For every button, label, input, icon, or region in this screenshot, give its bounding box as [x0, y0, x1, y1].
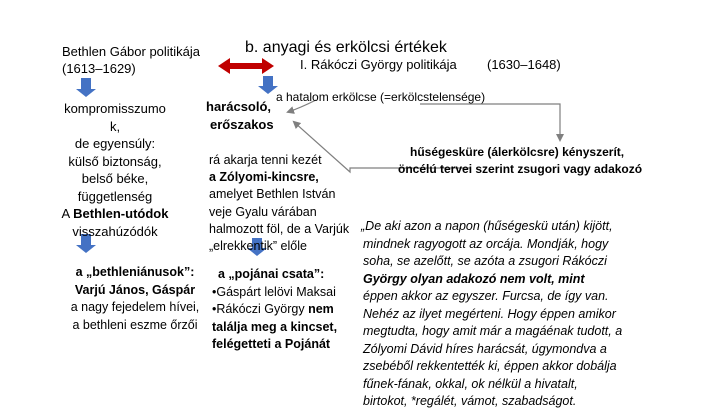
double-arrow-icon [218, 58, 274, 74]
down-arrow-right-top-icon [258, 76, 278, 94]
left-line-4: külső biztonság, [68, 153, 162, 169]
quote-block [361, 218, 622, 411]
power-line-2: erőszakos [210, 117, 274, 132]
left-line-6: függetlenség [77, 188, 153, 204]
bethlenians-block [55, 264, 215, 334]
middle-line-3: amelyet Bethlen István [209, 187, 336, 202]
right-years: (1630–1648) [487, 57, 561, 72]
middle-line-6: „elrekkentik” előle [209, 239, 307, 254]
pojana-block [212, 266, 337, 354]
pojana-line-2 [212, 301, 337, 319]
left-line-7-prefix: A [61, 206, 74, 221]
quote-line-4: György olyan adakozó nem volt, mint [363, 271, 585, 286]
left-line-3: de egyensúly: [74, 136, 156, 151]
left-line-1: kompromisszumo [64, 101, 166, 116]
bethlenians-line-1: Varjú János, Gáspár [74, 282, 196, 297]
quote-line-11: birtokot, *regálét, vámot, szabadságot. [363, 394, 577, 408]
quote-line-10: fűnek-fának, okkal, ok nélkül a hivatalt, [363, 376, 578, 391]
left-column [40, 100, 190, 240]
middle-line-1: rá akarja tenni kezét [209, 153, 322, 167]
left-years: (1613–1629) [62, 61, 136, 76]
middle-line-5: halmozott föl, de a Varjúk [209, 221, 350, 236]
quote-line-1: „De aki azon a napon (hűségeskü után) kijött, [361, 219, 613, 233]
quote-line-6: Nehéz az ilyet megérteni. Hogy éppen amikor [363, 306, 616, 321]
morality-label: a hatalom erkölcse (=erkölcstelensége) [276, 90, 486, 104]
bethlen-utodok: Bethlen-utódok [73, 206, 169, 221]
pojana-line-2-prefix: •Rákóczi György [212, 302, 309, 316]
left-title: Bethlen Gábor politikája [62, 44, 201, 59]
pojana-nem: nem [308, 302, 334, 316]
down-arrow-left-top-icon [76, 78, 96, 97]
quote-line-3: soha, se azelőtt, se azóta a zsugori Rákóczi [363, 254, 607, 268]
quote-line-2: mindnek ragyogott az orcája. Mondják, hogy [363, 236, 609, 251]
left-line-7 [40, 205, 190, 223]
middle-text [209, 152, 349, 255]
quote-line-5: éppen akkor az egyszer. Furcsa, de így van. [363, 289, 609, 303]
middle-line-2: a Zólyomi-kincsre, [209, 170, 319, 185]
pojana-line-1: •Gáspárt lelövi Maksai [212, 284, 336, 299]
quote-line-8: Zólyomi Dávid híres harácsát, úgymondva a [363, 341, 607, 356]
pojana-line-4: felégetteti a Pojánát [212, 337, 331, 351]
left-line-5: belső béke, [81, 171, 149, 186]
right-title: I. Rákóczi György politikája [300, 57, 457, 72]
oath-line-2: öncélú tervei szerint zsugori vagy adakozó [398, 162, 643, 176]
left-line-2: k, [109, 118, 121, 134]
left-line-8: visszahúzódók [72, 223, 158, 239]
bethlenians-line-3: a bethleni eszme őrzői [72, 317, 198, 332]
quote-line-7: megtudta, hogy amit már a magáénak tudott, a [363, 324, 623, 338]
middle-line-4: veje Gyalu várában [209, 204, 317, 219]
power-line-1: harácsoló, [206, 99, 272, 114]
quote-line-9: zsebéből rekkentették ki, éppen akkor dobálja [363, 359, 617, 373]
center-title: b. anyagi és erkölcsi értékek [245, 39, 447, 56]
bethlenians-line-2: a nagy fejedelem hívei, [70, 300, 200, 314]
oath-line-1: hűségesküre (álerkölcsre) kényszerít, [410, 145, 625, 159]
pojana-line-3: találja meg a kincset, [212, 319, 338, 334]
bethlenians-title: a „bethleniánusok”: [75, 265, 195, 279]
pojana-title: a „pojánai csata”: [218, 267, 325, 281]
connector-power-to-oath [420, 104, 560, 140]
